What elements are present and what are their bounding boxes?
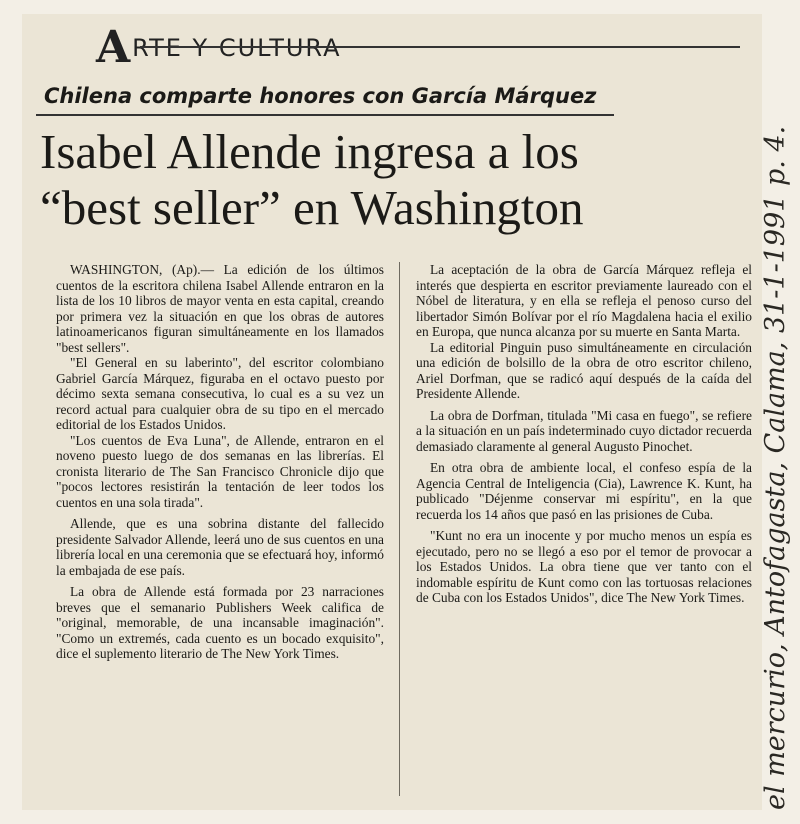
- article-paragraph: La editorial Pinguin puso simultáneamente en circulación una edición de bolsillo de la obra de otro escritor chileno, Ariel Dorfman, que se radicó aquí después de la caída del Presidente Allende.: [416, 339, 752, 401]
- article-paragraph: WASHINGTON, (Ap).— La edición de los últimos cuentos de la escritora chilena Isabel Allende entraron en la lista de los 10 libros de mayor venta en esta capital, creando por primera vez la situación en que los obras de autores latinoamericanos figuran simultáneamente en los llamados "best sellers".: [56, 262, 384, 355]
- kicker-rule: [36, 114, 614, 116]
- column-divider: [399, 262, 400, 796]
- left-column: [56, 262, 384, 662]
- article-paragraph: La aceptación de la obra de García Márquez refleja el interés que despierta en escritor previamente laureado con el Nóbel de literatura, y en ella se refleja el penoso curso del libertador Simón Bolívar por el río Magdalena hacia el exilio en Europa, que nunca alcanza por su muerte en Santa Marta.: [416, 262, 752, 339]
- handwritten-source-note: el mercurio, Antofagasta, Calama, 31-1-1991 p. 4.: [760, 125, 791, 810]
- section-rule: [140, 46, 740, 48]
- article-paragraph: La obra de Dorfman, titulada "Mi casa en fuego", se refiere a la situación en un país indeterminado cuyo dictador recuerda demasiado claramente al general Augusto Pinochet.: [416, 407, 752, 454]
- article-paragraph: La obra de Allende está formada por 23 narraciones breves que el semanario Publishers Week califica de "original, memorable, de una incansable imaginación". "Como un extremés, cada cuento es un bocado exquisito", dice el suplemento literario de The New York Times.: [56, 584, 384, 661]
- section-title: RTE Y CULTURA: [132, 34, 342, 62]
- kicker: Chilena comparte honores con García Márquez: [44, 84, 597, 108]
- headline-line-2: “best seller” en Washington: [40, 180, 584, 235]
- right-column: [416, 262, 752, 606]
- article-paragraph: En otra obra de ambiente local, el confeso espía de la Agencia Central de Inteligencia (Cia), Lawrence K. Kunt, ha publicado "Déjenme conservar mi espíritu", en la que recuerda los 14 años que pasó en las prisiones de Cuba.: [416, 460, 752, 522]
- headline-line-1: Isabel Allende ingresa a los: [40, 124, 579, 179]
- article-paragraph: "El General en su laberinto", del escritor colombiano Gabriel García Márquez, figuraba en el octavo puesto por décimo sexta semana consecutiva, lo cual es a su vez un record actual para cualquier obra de su tipo en el mercado editorial de los Estados Unidos.: [56, 355, 384, 432]
- article-paragraph: "Kunt no era un inocente y por mucho menos un espía es ejecutado, pero no se llegó a eso por el temor de provocar a los Estados Unidos. La obra tiene que ver tanto con el indomable espíritu de Kunt como con las tortuosas relaciones de Cuba con los Estados Unidos", dice The New York Times.: [416, 528, 752, 605]
- article-paragraph: Allende, que es una sobrina distante del fallecido presidente Salvador Allende, leerá uno de sus cuentos en una librería local en una ceremonia que se efectuará hoy, informó la embajada de ese país.: [56, 516, 384, 578]
- headline: [40, 124, 740, 236]
- section-initial: A: [96, 22, 131, 73]
- article-paragraph: "Los cuentos de Eva Luna", de Allende, entraron en el noveno puesto luego de dos semanas en las librerías. El cronista literario de The San Francisco Chronicle dijo que "pocos lectores resistirán la tentación de leer todos los cuentos en una sola tirada".: [56, 432, 384, 510]
